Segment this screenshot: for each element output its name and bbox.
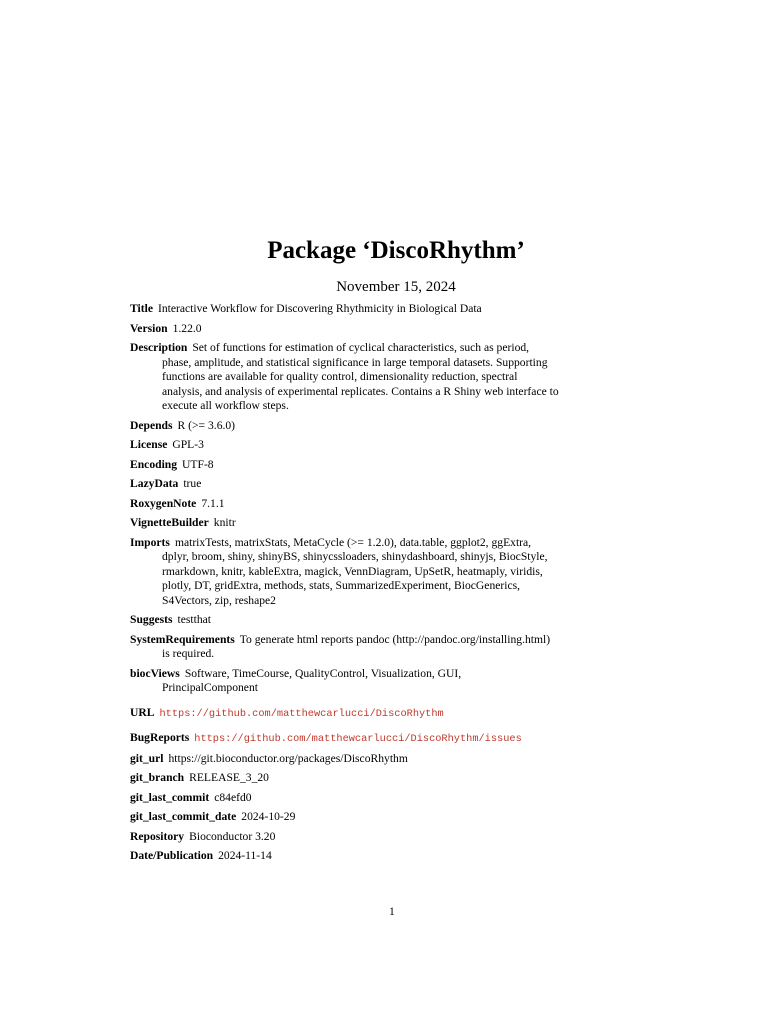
page-title: Package ‘DiscoRhythm’ <box>267 237 525 264</box>
field-suggests <box>130 613 560 628</box>
field-value: https://git.bioconductor.org/packages/DiscoRhythm <box>168 751 408 765</box>
field-lazydata <box>130 477 560 492</box>
field-bugreports <box>130 731 560 747</box>
page-number: 1 <box>389 905 395 918</box>
field-value: Interactive Workflow for Discovering Rhythmicity in Biological Data <box>157 302 482 315</box>
field-license <box>130 438 560 453</box>
field-value: c84efd0 <box>214 790 252 804</box>
field-git-branch <box>130 771 560 786</box>
field-key: License <box>130 438 168 451</box>
field-value: R (>= 3.6.0) <box>177 418 236 432</box>
field-key: Date/Publication <box>130 849 214 862</box>
field-version <box>130 322 560 337</box>
field-value: To generate html reports pandoc (http://pandoc.org/installing.html) is required. <box>162 632 551 660</box>
field-key: biocViews <box>130 666 180 680</box>
url-link[interactable]: https://github.com/matthewcarlucci/DiscoRhythm <box>159 707 444 720</box>
field-url <box>130 706 560 722</box>
field-key: Description <box>130 341 188 354</box>
field-git-last-commit-date <box>130 810 560 825</box>
field-encoding <box>130 458 560 473</box>
field-title <box>130 302 560 317</box>
field-imports <box>130 536 560 609</box>
field-value: 2024-10-29 <box>241 810 296 823</box>
field-key: Depends <box>130 418 173 432</box>
field-git-last-commit <box>130 791 560 806</box>
page-date: November 15, 2024 <box>336 279 456 295</box>
field-value: 2024-11-14 <box>218 849 272 862</box>
field-repository <box>130 830 560 845</box>
field-date-publication <box>130 849 560 864</box>
field-value: Software, TimeCourse, QualityControl, Visualization, GUI, PrincipalComponent <box>162 666 462 694</box>
field-key: git_last_commit <box>130 790 210 804</box>
description-fields <box>130 302 560 864</box>
field-value: Set of functions for estimation of cyclical characteristics, such as period, phase, amplitude, and statistical significance in large temporal datasets. Supporting functions are available for quality control, dimensionality reduction, spectral analysis, and analysis of experimental replicates. Contains a R Shiny web interface to execute all workflow steps. <box>162 341 559 412</box>
field-value: RELEASE_3_20 <box>189 771 269 784</box>
field-key: SystemRequirements <box>130 632 235 646</box>
field-key: RoxygenNote <box>130 496 197 510</box>
field-key: VignetteBuilder <box>130 516 209 529</box>
field-key: git_last_commit_date <box>130 810 237 823</box>
field-value: matrixTests, matrixStats, MetaCycle (>= 1.2.0), data.table, ggplot2, ggExtra, dplyr, broom, shiny, shinyBS, shinycssloaders, shinydashboard, shinyjs, BiocStyle, rmarkdown, knitr, kableExtra, magick, VennDiagram, UpSetR, heatmaply, viridis, plotly, DT, gridExtra, methods, stats, SummarizedExperiment, BiocGenerics, S4Vectors, zip, reshape2 <box>162 535 548 607</box>
field-key: git_branch <box>130 771 185 784</box>
field-biocviews <box>130 667 560 696</box>
field-value: GPL-3 <box>172 438 204 451</box>
field-depends <box>130 419 560 434</box>
field-value: 7.1.1 <box>201 496 225 510</box>
field-key: Repository <box>130 829 185 843</box>
field-key: LazyData <box>130 477 179 490</box>
field-key: Imports <box>130 535 170 549</box>
field-roxygennote <box>130 497 560 512</box>
field-value: true <box>183 477 202 490</box>
field-vignettebuilder <box>130 516 560 531</box>
field-value: Bioconductor 3.20 <box>189 829 276 843</box>
field-key: Encoding <box>130 457 178 471</box>
field-git-url <box>130 752 560 767</box>
field-key: git_url <box>130 751 164 765</box>
field-value: knitr <box>213 516 236 529</box>
field-systemrequirements <box>130 633 560 662</box>
bugreports-link[interactable]: https://github.com/matthewcarlucci/DiscoRhythm/issues <box>194 733 522 745</box>
field-value: testthat <box>177 613 212 626</box>
field-value: 1.22.0 <box>172 321 202 335</box>
field-key: BugReports <box>130 731 190 744</box>
field-key: URL <box>130 705 155 719</box>
field-value: UTF-8 <box>182 457 214 471</box>
field-key: Title <box>130 302 153 315</box>
field-key: Version <box>130 321 168 335</box>
field-description <box>130 341 560 414</box>
field-key: Suggests <box>130 613 173 626</box>
